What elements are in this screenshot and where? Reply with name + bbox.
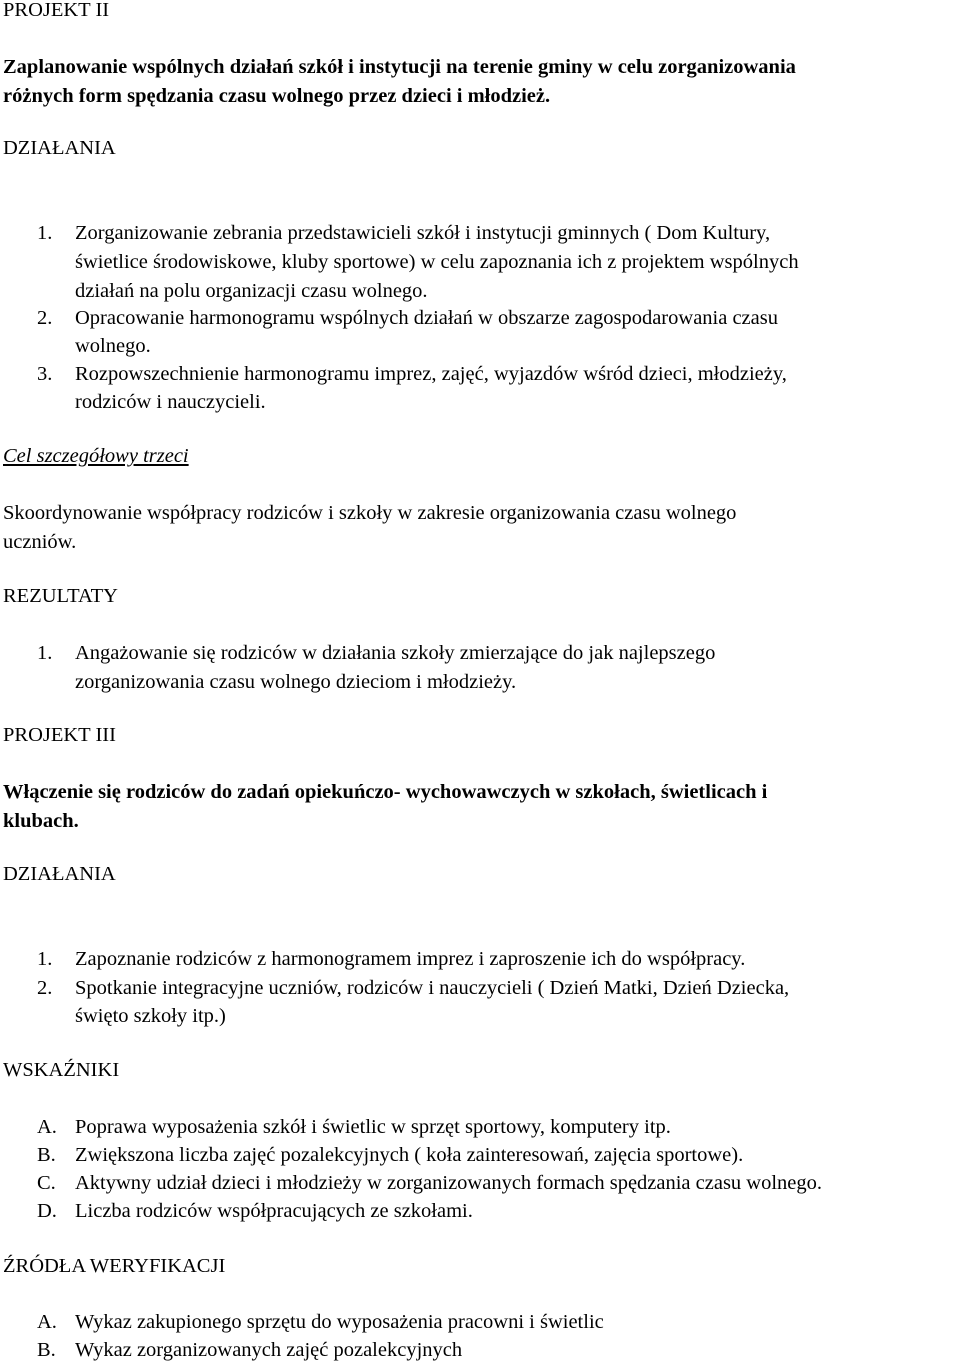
wskaznik-b-letter: B. (37, 1144, 56, 1166)
wskazniki-heading: WSKAŹNIKI (3, 1059, 120, 1081)
wskaznik-a-text: Poprawa wyposażenia szkół i świetlic w sprzęt sportowy, komputery itp. (75, 1116, 671, 1138)
cel-line-1: Skoordynowanie współpracy rodziców i szkoły w zakresie organizowania czasu wolnego (3, 502, 737, 524)
projekt-3-action-2-line-2: święto szkoły itp.) (75, 1005, 226, 1027)
projekt-3-action-2-line-1: Spotkanie integracyjne uczniów, rodziców i nauczycieli ( Dzień Matki, Dzień Dziecka, (75, 977, 790, 999)
projekt-2-action-1-line-2: świetlice środowiskowe, kluby sportowe) w celu zapoznania ich z projektem wspólnych (75, 251, 799, 273)
projekt-3-action-1-line-1: Zapoznanie rodziców z harmonogramem imprez i zaproszenie ich do współpracy. (75, 948, 746, 970)
projekt-2-action-1-line-3: działań na polu organizacji czasu wolnego. (75, 280, 428, 302)
wskaznik-a-letter: A. (37, 1116, 57, 1138)
cel-line-2: uczniów. (3, 531, 77, 553)
projekt-2-title-line-1: Zaplanowanie wspólnych działań szkół i instytucji na terenie gminy w celu zorganizowania (3, 56, 796, 78)
projekt-3-action-1-number: 1. (37, 948, 53, 970)
projekt-3-dzialania-heading: DZIAŁANIA (3, 863, 116, 885)
projekt-3-heading: PROJEKT III (3, 724, 116, 746)
projekt-2-dzialania-heading: DZIAŁANIA (3, 137, 116, 159)
zrodlo-a-letter: A. (37, 1311, 57, 1333)
rezultat-1-number: 1. (37, 642, 53, 664)
projekt-3-action-2-number: 2. (37, 977, 53, 999)
projekt-2-action-1-line-1: Zorganizowanie zebrania przedstawicieli szkół i instytucji gminnych ( Dom Kultury, (75, 222, 771, 244)
projekt-2-action-3-number: 3. (37, 363, 53, 385)
zrodlo-b-text: Wykaz zorganizowanych zajęć pozalekcyjnych (75, 1339, 463, 1361)
zrodlo-a-text: Wykaz zakupionego sprzętu do wyposażenia pracowni i świetlic (75, 1311, 604, 1333)
wskaznik-d-text: Liczba rodziców współpracujących ze szkołami. (75, 1200, 473, 1222)
projekt-3-title-line-1: Włączenie się rodziców do zadań opiekuńczo- wychowawczych w szkołach, świetlicach i (3, 781, 768, 803)
cel-heading: Cel szczegółowy trzeci (3, 445, 189, 467)
projekt-2-action-3-line-1: Rozpowszechnienie harmonogramu imprez, zajęć, wyjazdów wśród dzieci, młodzieży, (75, 363, 787, 385)
wskaznik-d-letter: D. (37, 1200, 57, 1222)
projekt-2-heading: PROJEKT II (3, 0, 110, 21)
wskaznik-c-letter: C. (37, 1172, 56, 1194)
rezultaty-heading: REZULTATY (3, 585, 118, 607)
projekt-2-action-2-number: 2. (37, 307, 53, 329)
projekt-2-action-3-line-2: rodziców i nauczycieli. (75, 391, 266, 413)
projekt-2-title-line-2: różnych form spędzania czasu wolnego przez dzieci i młodzież. (3, 85, 551, 107)
projekt-2-action-1-number: 1. (37, 222, 53, 244)
zrodla-heading: ŹRÓDŁA WERYFIKACJI (3, 1255, 226, 1277)
wskaznik-c-text: Aktywny udział dzieci i młodzieży w zorganizowanych formach spędzania czasu wolnego. (75, 1172, 823, 1194)
projekt-3-title-line-2: klubach. (3, 810, 79, 832)
wskaznik-b-text: Zwiększona liczba zajęć pozalekcyjnych ( koła zainteresowań, zajęcia sportowe). (75, 1144, 744, 1166)
projekt-2-action-2-line-2: wolnego. (75, 335, 151, 357)
projekt-2-action-2-line-1: Opracowanie harmonogramu wspólnych działań w obszarze zagospodarowania czasu (75, 307, 778, 329)
zrodlo-b-letter: B. (37, 1339, 56, 1361)
rezultat-1-line-2: zorganizowania czasu wolnego dzieciom i młodzieży. (75, 671, 517, 693)
rezultat-1-line-1: Angażowanie się rodziców w działania szkoły zmierzające do jak najlepszego (75, 642, 716, 664)
